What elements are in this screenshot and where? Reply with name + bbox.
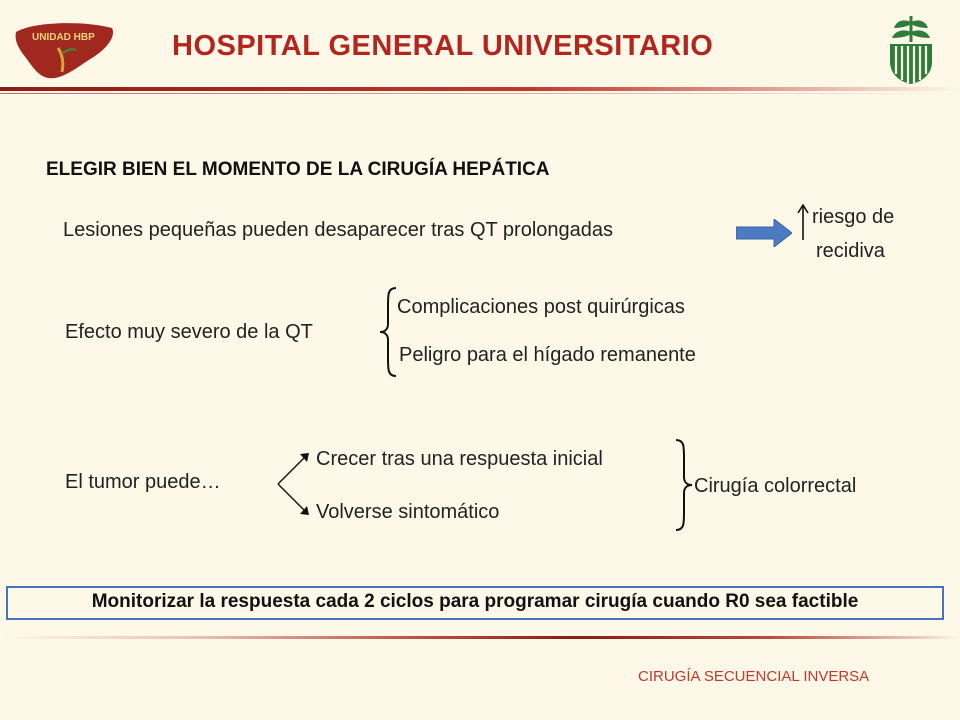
header-divider-thin [0,93,960,94]
header-divider [0,87,960,91]
hospital-title: HOSPITAL GENERAL UNIVERSITARIO [172,30,714,62]
footer-box [6,586,944,620]
section-title: ELEGIR BIEN EL MOMENTO DE LA CIRUGÍA HEPÁTICA [46,159,550,180]
coat-of-arms-icon [880,12,942,86]
row3-result: Cirugía colorrectal [694,475,857,497]
row1-result-line1: riesgo de [812,206,895,228]
row1-result-line2: recidiva [816,240,885,262]
row3-text: El tumor puede… [65,471,221,493]
arrow-right-icon [736,219,792,247]
bottom-divider [0,636,960,639]
footer-caption: CIRUGÍA SECUENCIAL INVERSA [638,668,870,685]
brace-right-icon [672,438,694,532]
arrow-up-icon [797,204,809,240]
row2-text: Efecto muy severo de la QT [65,321,313,343]
liver-logo-icon [12,18,120,84]
row2-item-2: Peligro para el hígado remanente [399,344,696,366]
row3-item-1: Crecer tras una respuesta inicial [316,448,603,470]
row1-text: Lesiones pequeñas pueden desaparecer tras QT prolongadas [63,219,614,241]
branch-arrows-icon [274,448,314,520]
row3-item-2: Volverse sintomático [316,501,500,523]
footer-box-text: Monitorizar la respuesta cada 2 ciclos para programar cirugía cuando R0 sea factible [91,591,859,612]
logo-left-text: UNIDAD HBP [32,32,95,43]
row2-item-1: Complicaciones post quirúrgicas [397,296,685,318]
